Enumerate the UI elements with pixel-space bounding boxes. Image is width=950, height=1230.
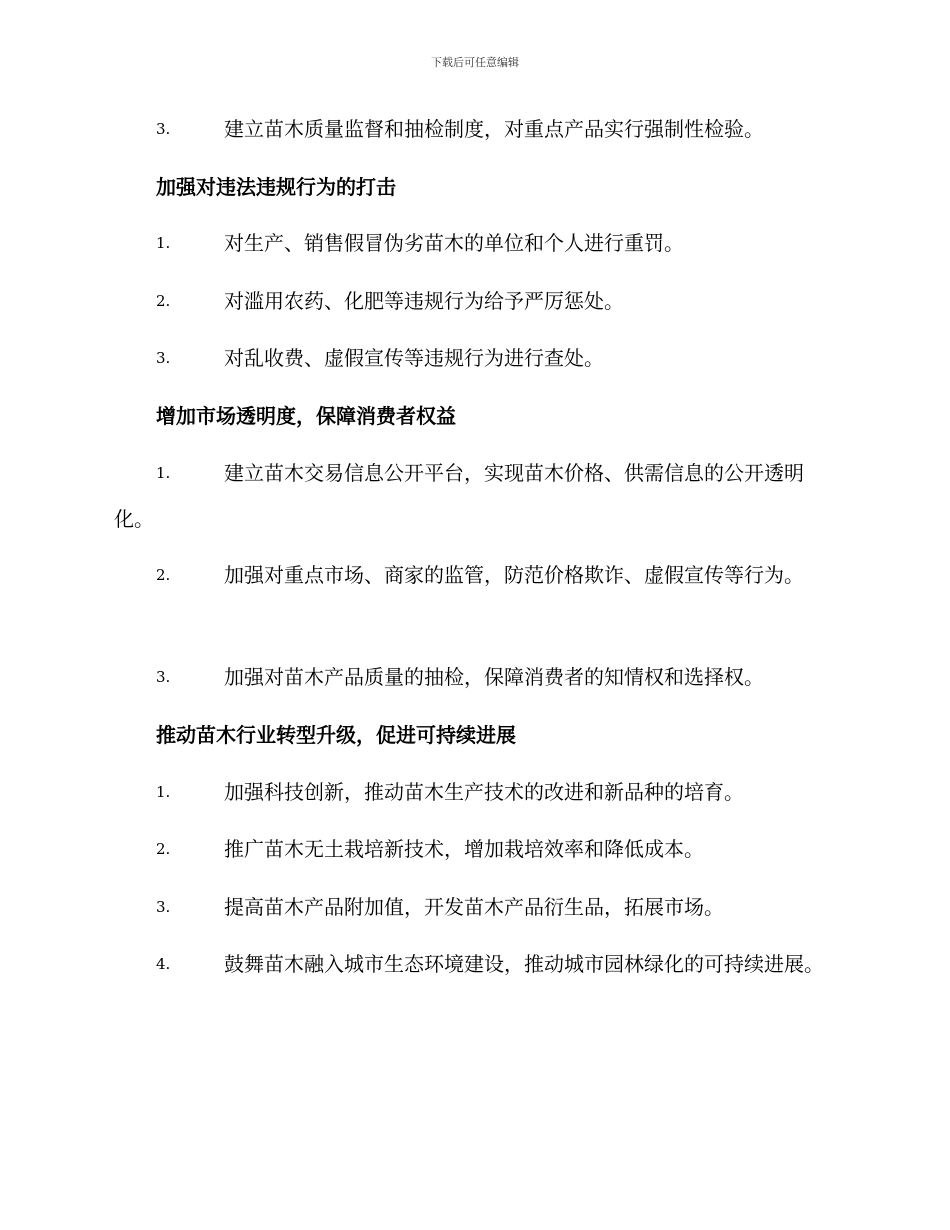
section-heading: 加强对违法违规行为的打击 bbox=[156, 175, 396, 199]
list-item-number: 3. bbox=[156, 668, 171, 686]
list-item-number: 4. bbox=[156, 955, 171, 973]
list-item-text: 加强科技创新，推动苗木生产技术的改进和新品种的培育。 bbox=[224, 780, 744, 804]
list-item-text: 加强对苗木产品质量的抽检，保障消费者的知情权和选择权。 bbox=[224, 665, 764, 689]
list-item-text: 对滥用农药、化肥等违规行为给予严厉惩处。 bbox=[224, 289, 624, 313]
list-item-text: 加强对重点市场、商家的监管，防范价格欺诈、虚假宣传等行为。 bbox=[224, 563, 804, 587]
list-item bbox=[114, 220, 834, 266]
list-item-number: 1. bbox=[156, 234, 171, 252]
list-item-text: 提高苗木产品附加值，开发苗木产品衍生品，拓展市场。 bbox=[224, 895, 724, 919]
list-item-text: 对生产、销售假冒伪劣苗木的单位和个人进行重罚。 bbox=[224, 231, 684, 255]
list-item bbox=[114, 278, 834, 324]
list-item-text: 鼓舞苗木融入城市生态环境建设，推动城市园林绿化的可持续进展。 bbox=[224, 952, 824, 976]
list-item bbox=[114, 106, 834, 152]
list-item bbox=[114, 826, 834, 872]
list-item-number: 3. bbox=[156, 898, 171, 916]
list-item-number: 3. bbox=[156, 120, 171, 138]
list-item-text: 建立苗木交易信息公开平台，实现苗木价格、供需信息的公开透明化。 bbox=[114, 461, 804, 531]
list-item-number: 1. bbox=[156, 783, 171, 801]
list-item bbox=[114, 769, 834, 815]
list-item-text: 对乱收费、虚假宣传等违规行为进行查处。 bbox=[224, 346, 604, 370]
list-item-text: 推广苗木无土栽培新技术，增加栽培效率和降低成本。 bbox=[224, 837, 704, 861]
section-heading: 增加市场透明度，保障消费者权益 bbox=[156, 404, 456, 428]
list-item bbox=[114, 335, 834, 381]
section-heading: 推动苗木行业转型升级，促进可持续进展 bbox=[156, 723, 516, 747]
page-header: 下载后可任意编辑 bbox=[431, 56, 519, 69]
list-item-number: 2. bbox=[156, 566, 171, 584]
list-item-number: 3. bbox=[156, 349, 171, 367]
list-item-number: 2. bbox=[156, 840, 171, 858]
list-item-number: 2. bbox=[156, 292, 171, 310]
list-item-number: 1. bbox=[156, 464, 171, 482]
list-item-text: 建立苗木质量监督和抽检制度，对重点产品实行强制性检验。 bbox=[224, 117, 764, 141]
list-item bbox=[114, 450, 834, 542]
list-item bbox=[114, 552, 834, 598]
list-item bbox=[114, 654, 834, 700]
list-item bbox=[114, 941, 834, 987]
list-item bbox=[114, 884, 834, 930]
